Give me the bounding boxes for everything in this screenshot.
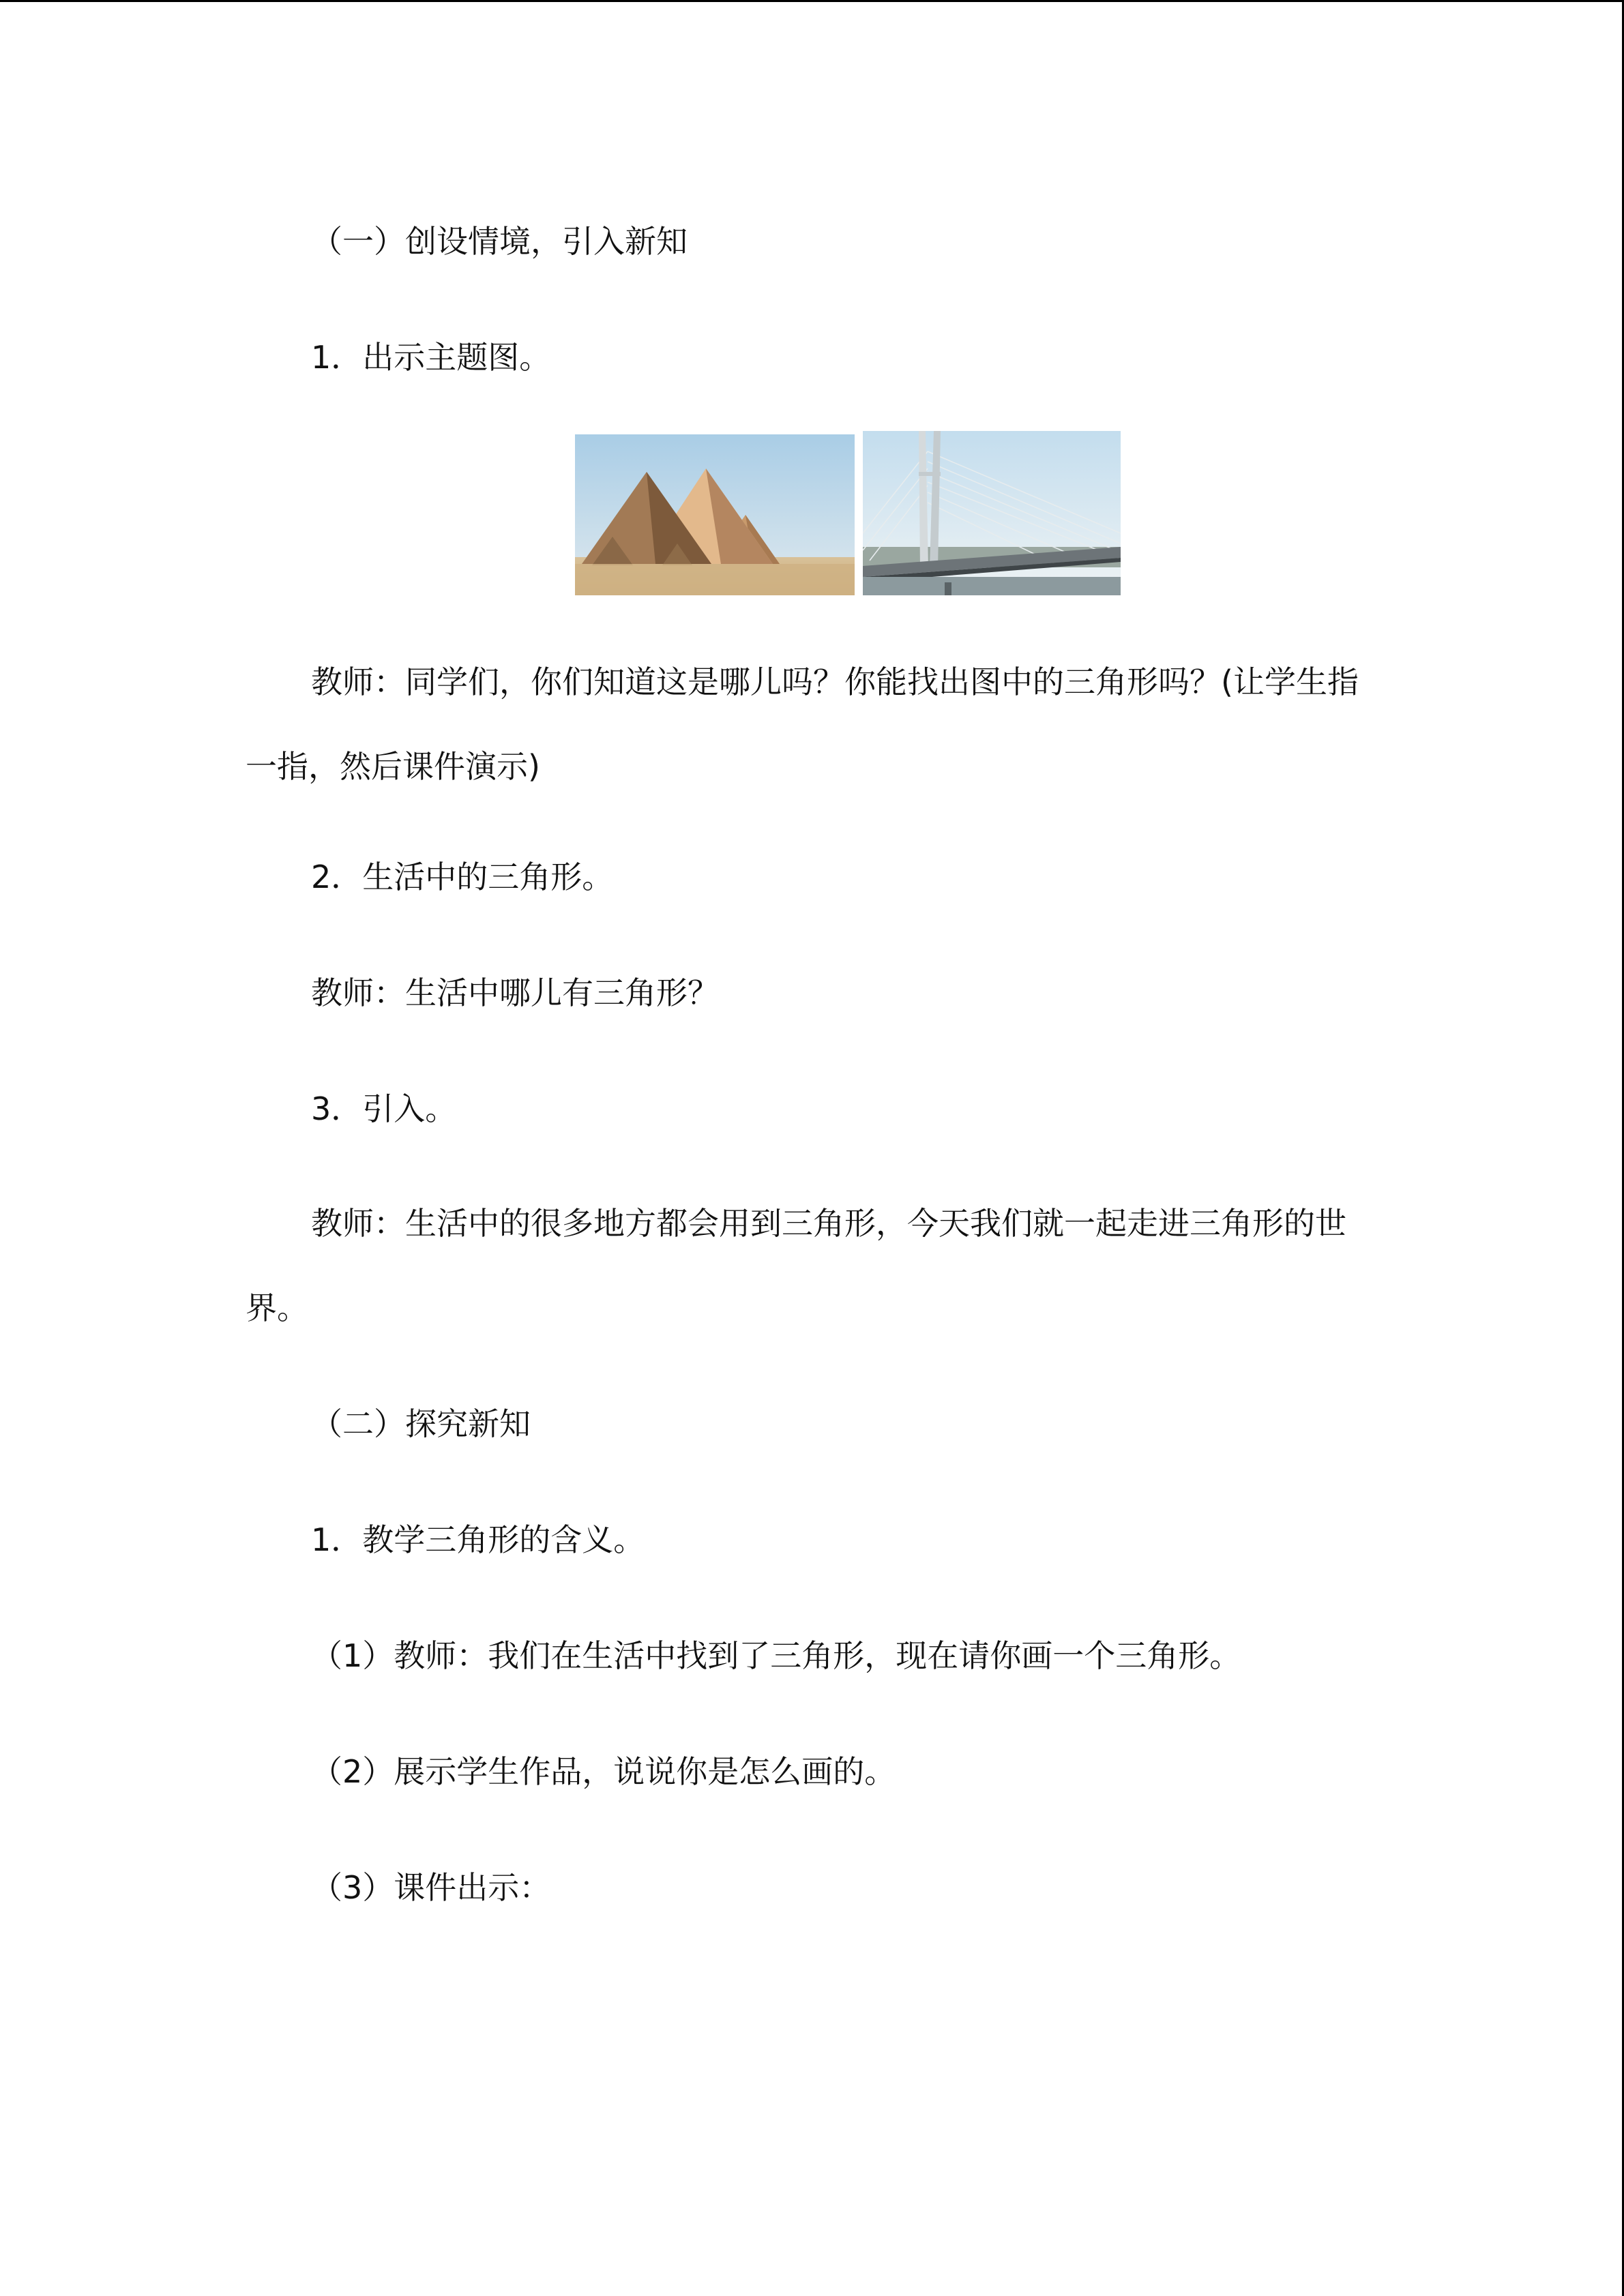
page-top-border xyxy=(0,0,1624,2)
sub-step-2: （2）展示学生作品，说说你是怎么画的。 xyxy=(311,1753,896,1790)
step-4-title: 1．教学三角形的含义。 xyxy=(311,1521,645,1558)
sub-step-3: （3）课件出示： xyxy=(311,1869,551,1906)
section-heading-1: （一）创设情境，引入新知 xyxy=(311,223,688,260)
sub-step-1: （1）教师：我们在生活中找到了三角形，现在请你画一个三角形。 xyxy=(311,1637,1241,1674)
cable-stayed-bridge-photo xyxy=(863,431,1121,595)
step-2-title: 2．生活中的三角形。 xyxy=(311,859,614,895)
section-heading-2: （二）探究新知 xyxy=(311,1405,531,1442)
teacher-question-2: 教师：生活中哪儿有三角形？ xyxy=(311,974,719,1011)
teacher-intro: 教师：生活中的很多地方都会用到三角形，今天我们就一起走进三角形的世界。 xyxy=(246,1205,1346,1326)
teacher-question-1: 教师：同学们，你们知道这是哪儿吗？你能找出图中的三角形吗？(让学生指一指，然后课件演示) xyxy=(246,664,1359,785)
step-1-title: 1．出示主题图。 xyxy=(311,339,551,376)
theme-figures xyxy=(575,431,1121,597)
step-3-title: 3．引入。 xyxy=(311,1090,457,1127)
pyramids-photo xyxy=(575,434,855,595)
